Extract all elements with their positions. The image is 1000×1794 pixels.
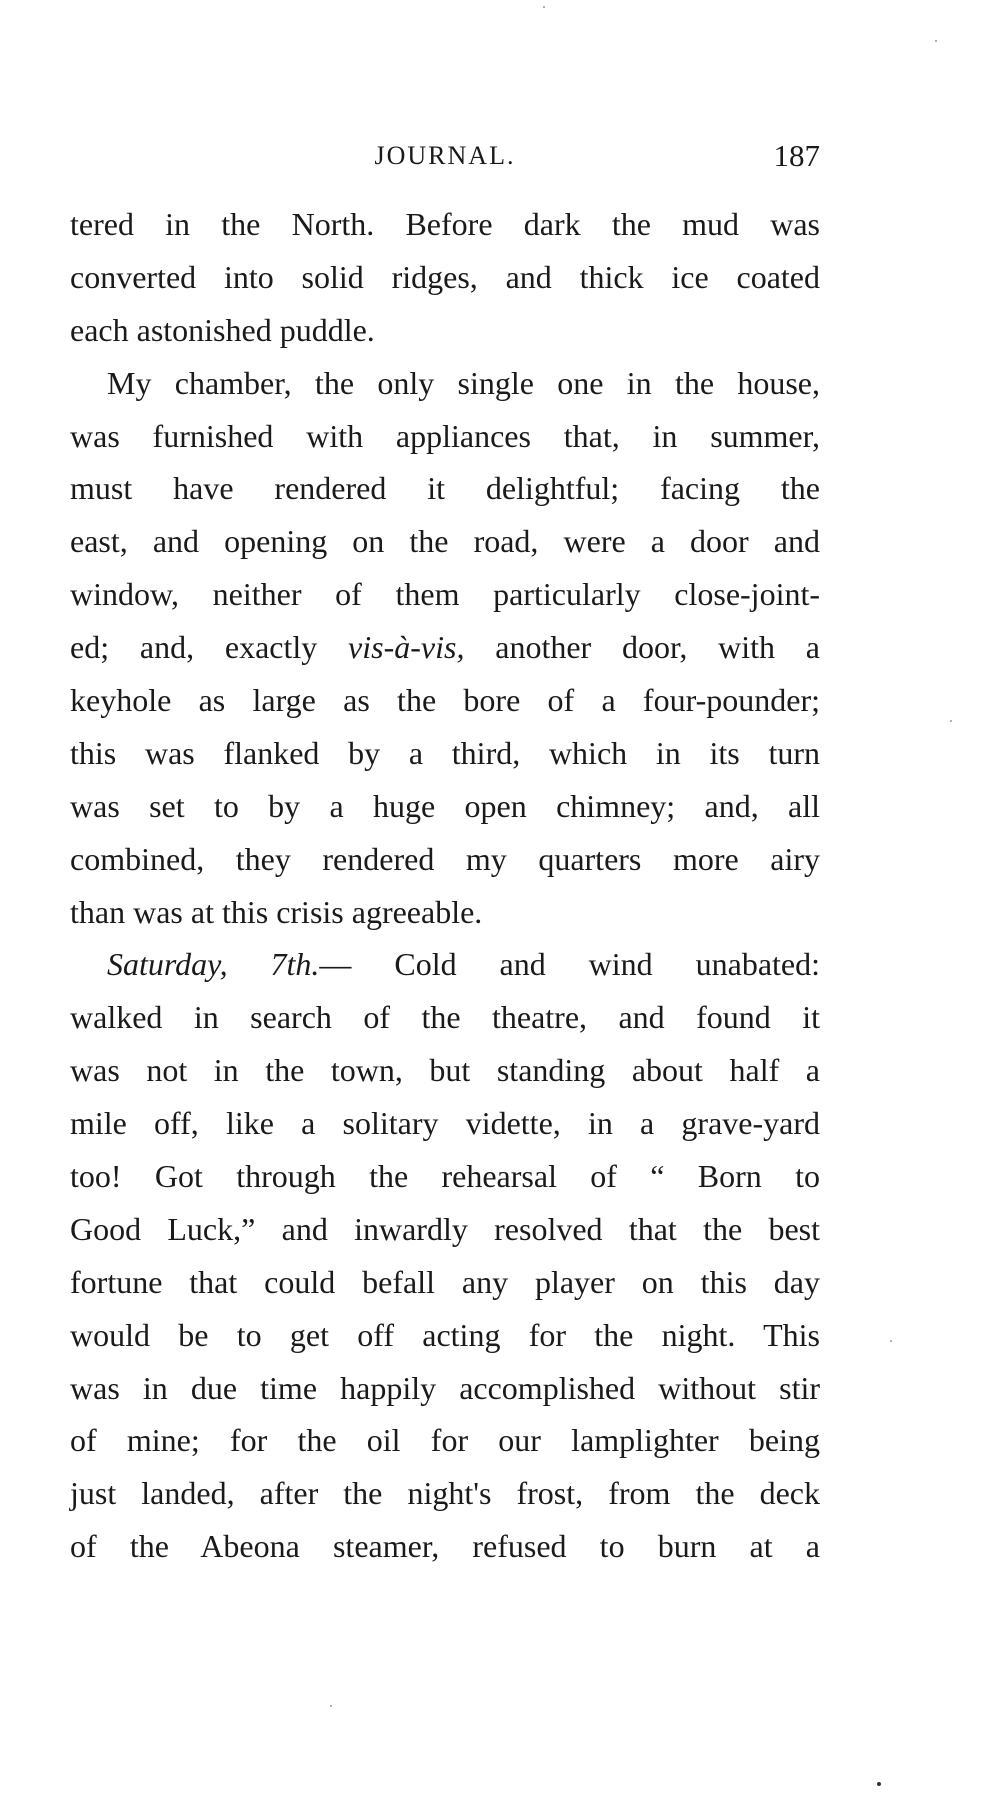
text-line: each astonished puddle. bbox=[70, 311, 375, 348]
text-line: window, neither of them particularly close-joint- bbox=[70, 576, 820, 613]
page-number: 187 bbox=[773, 138, 820, 173]
running-title: JOURNAL. bbox=[374, 141, 516, 170]
paper-speck bbox=[330, 1705, 332, 1707]
running-head bbox=[70, 136, 820, 176]
text-line: converted into solid ridges, and thick ice coated bbox=[70, 258, 820, 295]
italic-date: Saturday, 7th. bbox=[107, 946, 320, 983]
text-line: than was at this crisis agreeable. bbox=[70, 893, 483, 930]
text-line: tered in the North. Before dark the mud was bbox=[70, 206, 820, 242]
text-line: fortune that could befall any player on this day bbox=[70, 1263, 820, 1300]
paper-speck bbox=[890, 1340, 892, 1342]
text-line: was not in the town, but standing about half a bbox=[70, 1052, 820, 1089]
text-line: this was flanked by a third, which in its turn bbox=[70, 734, 820, 771]
italic-phrase: vis-à-vis, bbox=[348, 629, 465, 666]
text-line: combined, they rendered my quarters more airy bbox=[70, 840, 820, 877]
text-line: was in due time happily accomplished without stir bbox=[70, 1369, 820, 1406]
text-line: of the Abeona steamer, refused to burn at a bbox=[70, 1528, 820, 1565]
paper-speck bbox=[950, 720, 952, 722]
text-line: too! Got through the rehearsal of “ Born to bbox=[70, 1158, 820, 1195]
text-line: just landed, after the night's frost, from the deck bbox=[70, 1475, 820, 1512]
text-line: must have rendered it delightful; facing the bbox=[70, 470, 820, 507]
text-line: was set to by a huge open chimney; and, all bbox=[70, 787, 820, 824]
text-line: of mine; for the oil for our lamplighter being bbox=[70, 1422, 820, 1459]
text-line: Good Luck,” and inwardly resolved that the best bbox=[70, 1210, 820, 1247]
paper-speck bbox=[543, 6, 545, 8]
paper-speck bbox=[877, 1782, 881, 1786]
text-line: mile off, like a solitary vidette, in a grave-yard bbox=[70, 1105, 820, 1142]
paper-speck bbox=[935, 40, 937, 42]
text-line: Saturday, 7th.— Cold and wind unabated: bbox=[107, 946, 820, 983]
text-line: would be to get off acting for the night. This bbox=[70, 1316, 820, 1353]
text-line: east, and opening on the road, were a door and bbox=[70, 523, 820, 560]
text-line: ed; and, exactly vis-à-vis, another door, with a bbox=[70, 629, 821, 666]
text-line: My chamber, the only single one in the house, bbox=[107, 364, 820, 401]
text-line: was furnished with appliances that, in summer, bbox=[70, 417, 820, 454]
body-text bbox=[70, 198, 820, 1573]
text-line: walked in search of the theatre, and found it bbox=[70, 999, 820, 1036]
text-line: keyhole as large as the bore of a four-pounder; bbox=[70, 682, 820, 719]
